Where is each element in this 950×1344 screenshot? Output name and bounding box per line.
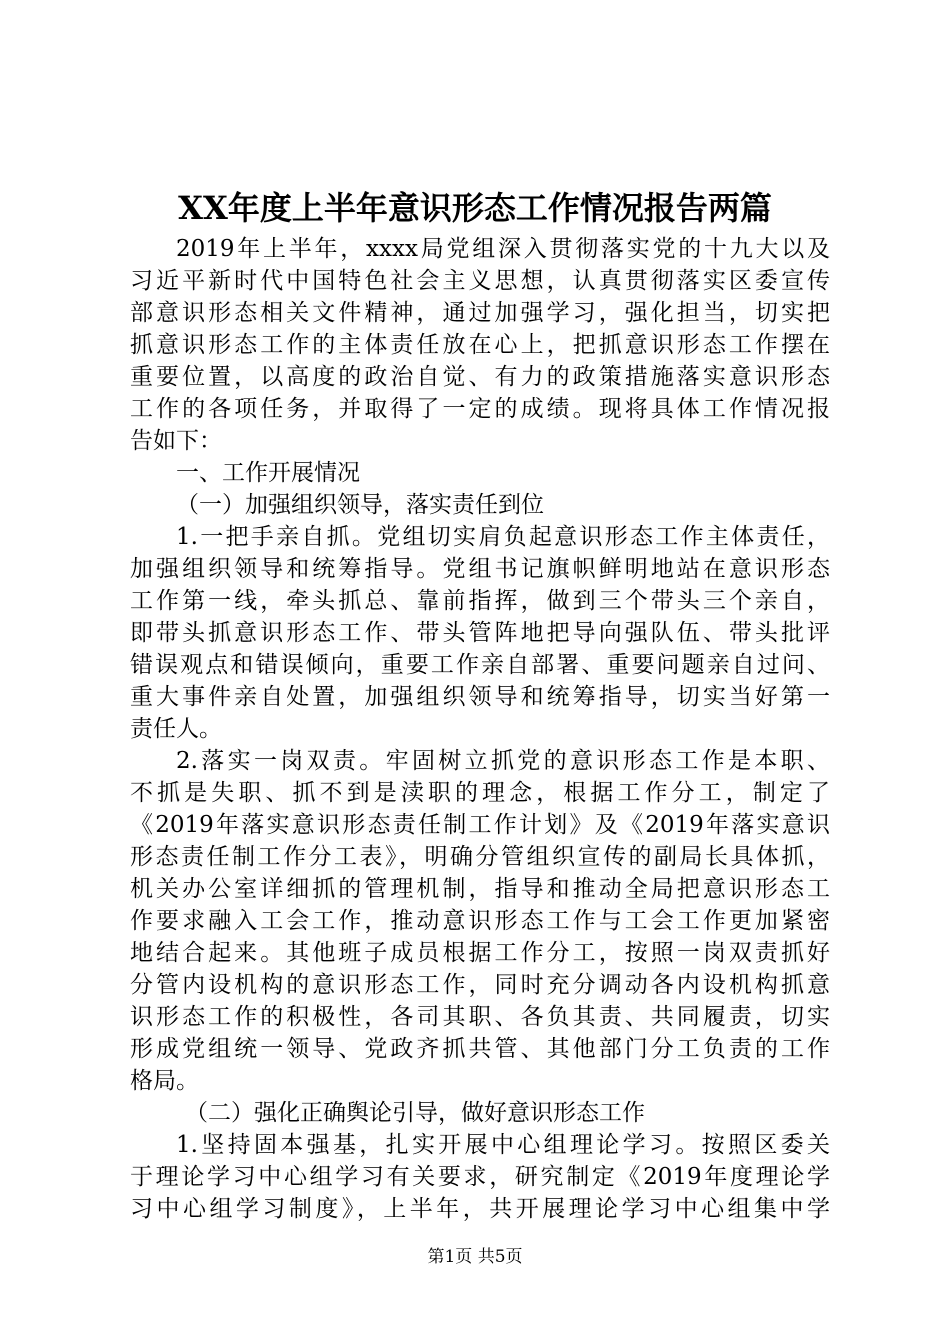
paragraph-line: 1.一把手亲自抓。党组切实肩负起意识形态工作主体责任， — [176, 524, 830, 550]
paragraph-line: 习中心组学习制度》，上半年，共开展理论学习中心组集中学 — [130, 1196, 830, 1222]
paragraph-line: 机关办公室详细抓的管理机制，指导和推动全局把意识形态工 — [130, 876, 830, 902]
paragraph-line: 习近平新时代中国特色社会主义思想，认真贯彻落实区委宣传 — [130, 268, 830, 294]
paragraph-line: 责任人。 — [130, 716, 222, 742]
paragraph-line: 1.坚持固本强基，扎实开展中心组理论学习。按照区委关 — [176, 1132, 830, 1158]
paragraph-line: 分管内设机构的意识形态工作，同时充分调动各内设机构抓意 — [130, 972, 830, 998]
document-title: XX年度上半年意识形态工作情况报告两篇 — [178, 189, 772, 227]
paragraph-line: 形成党组统一领导、党政齐抓共管、其他部门分工负责的工作 — [130, 1036, 830, 1062]
document-body — [130, 233, 830, 1225]
paragraph-line: 重要位置，以高度的政治自觉、有力的政策措施落实意识形态 — [130, 364, 830, 390]
paragraph-line: 格局。 — [130, 1068, 199, 1094]
paragraph-line: 告如下： — [130, 428, 222, 454]
paragraph-line: 不抓是失职、抓不到是渎职的理念，根据工作分工，制定了 — [130, 780, 830, 806]
paragraph-line: 部意识形态相关文件精神，通过加强学习，强化担当，切实把 — [130, 300, 830, 326]
paragraph-line: 2.落实一岗双责。牢固树立抓党的意识形态工作是本职、 — [176, 748, 830, 774]
paragraph-line: 识形态工作的积极性，各司其职、各负其责、共同履责，切实 — [130, 1004, 830, 1030]
page-number-footer: 第1页 共5页 — [427, 1247, 523, 1267]
paragraph-line: 2019年上半年，xxxx局党组深入贯彻落实党的十九大以及 — [176, 236, 830, 262]
paragraph-line: 形态责任制工作分工表》，明确分管组织宣传的副局长具体抓， — [130, 844, 830, 870]
subsection-heading: （二）强化正确舆论引导，做好意识形态工作 — [185, 1100, 645, 1126]
paragraph-line: 错误观点和错误倾向，重要工作亲自部署、重要问题亲自过问、 — [130, 652, 830, 678]
paragraph-line: 重大事件亲自处置，加强组织领导和统筹指导，切实当好第一 — [130, 684, 830, 710]
section-heading: 一、工作开展情况 — [176, 460, 360, 486]
paragraph-line: 工作的各项任务，并取得了一定的成绩。现将具体工作情况报 — [130, 396, 830, 422]
paragraph-line: 加强组织领导和统筹指导。党组书记旗帜鲜明地站在意识形态 — [130, 556, 830, 582]
paragraph-line: 于理论学习中心组学习有关要求，研究制定《2019年度理论学 — [130, 1164, 830, 1190]
paragraph-line: 《2019年落实意识形态责任制工作计划》及《2019年落实意识 — [130, 812, 830, 838]
paragraph-line: 作要求融入工会工作，推动意识形态工作与工会工作更加紧密 — [130, 908, 830, 934]
subsection-heading: （一）加强组织领导，落实责任到位 — [176, 492, 544, 518]
paragraph-line: 抓意识形态工作的主体责任放在心上，把抓意识形态工作摆在 — [130, 332, 830, 358]
paragraph-line: 地结合起来。其他班子成员根据工作分工，按照一岗双责抓好 — [130, 940, 830, 966]
paragraph-line: 工作第一线，牵头抓总、靠前指挥，做到三个带头三个亲自， — [130, 588, 830, 614]
paragraph-line: 即带头抓意识形态工作、带头管阵地把导向强队伍、带头批评 — [130, 620, 830, 646]
